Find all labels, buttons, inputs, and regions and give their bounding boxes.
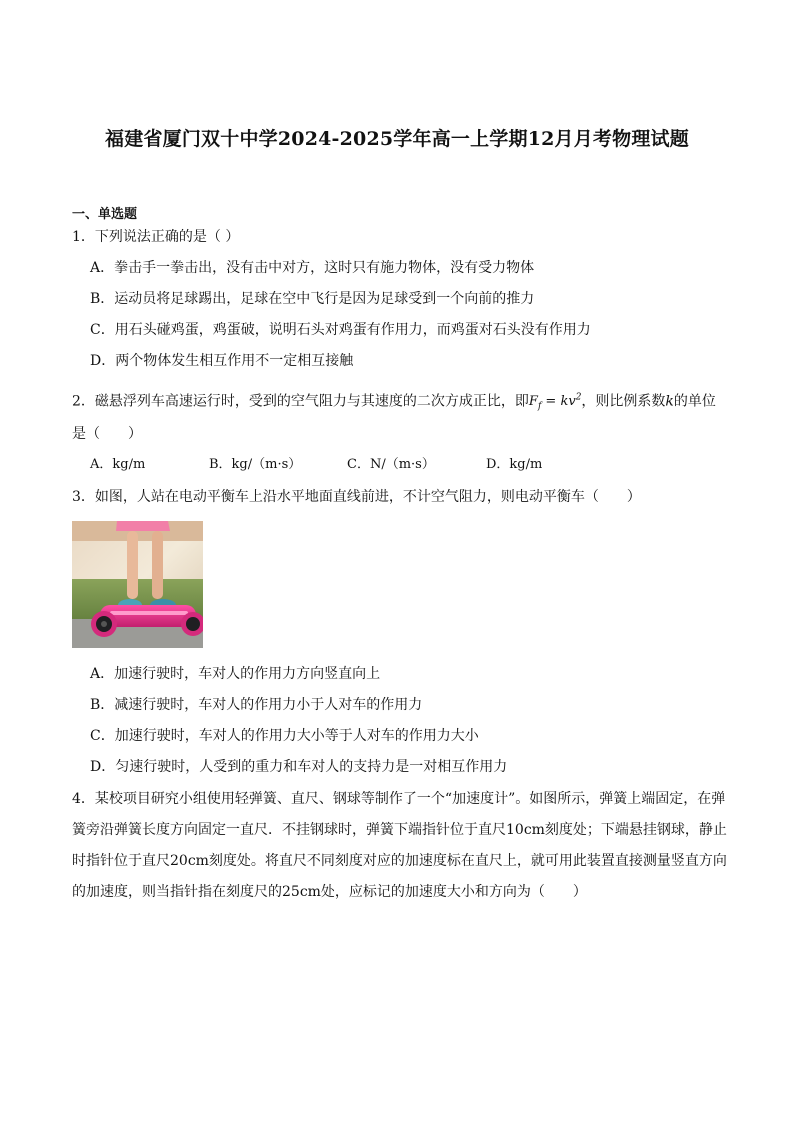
section-heading: 一、单选题 (72, 207, 138, 222)
q2-stem-line2: 是（ ） (72, 426, 142, 442)
q1-option-d: D．两个物体发生相互作用不一定相互接触 (90, 353, 354, 369)
q1-stem: 1．下列说法正确的是（ ） (72, 229, 240, 245)
q4-line-1: 4．某校项目研究小组使用轻弹簧、直尺、钢球等制作了一个“加速度计”。如图所示，弹簧上端固定，在弹 (72, 791, 726, 807)
q2-option-b: B．kg/（m·s） (209, 457, 302, 472)
q3-option-b: B．减速行驶时，车对人的作用力小于人对车的作用力 (90, 697, 423, 713)
q2-stem-pre: 2．磁悬浮列车高速运行时，受到的空气阻力与其速度的二次方成正比，即 (72, 393, 529, 410)
q4-line-4: 的加速度，则当指针指在刻度尺的25cm处，应标记的加速度大小和方向为（ ） (72, 884, 587, 900)
q2-var-k: k (665, 393, 674, 410)
q3-option-d: D．匀速行驶时，人受到的重力和车对人的支持力是一对相互作用力 (90, 759, 508, 775)
q3-stem: 3．如图，人站在电动平衡车上沿水平地面直线前进，不计空气阻力，则电动平衡车（ ） (72, 489, 641, 505)
q3-option-c: C．加速行驶时，车对人的作用力大小等于人对车的作用力大小 (90, 728, 479, 744)
q2-option-c: C．N/（m·s） (347, 457, 435, 472)
q1-option-b: B．运动员将足球踢出，足球在空中飞行是因为足球受到一个向前的推力 (90, 291, 535, 307)
q3-option-a: A．加速行驶时，车对人的作用力方向竖直向上 (90, 666, 381, 682)
q4-line-2: 簧旁沿弹簧长度方向固定一直尺．不挂钢球时，弹簧下端指针位于直尺10cm刻度处；下端悬挂钢球，静止 (72, 822, 727, 838)
q2-stem-post: 的单位 (673, 393, 716, 410)
q2-stem (72, 388, 716, 417)
q2-formula: $F_f = kv^2$ (528, 393, 582, 412)
q1-option-c: C．用石头碰鸡蛋，鸡蛋破，说明石头对鸡蛋有作用力，而鸡蛋对石头没有作用力 (90, 322, 591, 338)
q2-option-d: D．kg/m (486, 457, 543, 472)
q2-stem-mid: ，则比例系数 (581, 393, 666, 410)
q1-option-a: A．拳击手一拳击出，没有击中对方，这时只有施力物体，没有受力物体 (90, 260, 535, 276)
exam-title: 福建省厦门双十中学2024-2025学年高一上学期12月月考物理试题 (105, 128, 689, 150)
q4-line-3: 时指针位于直尺20cm刻度处。将直尺不同刻度对应的加速度标在直尺上，就可用此装置直接测量竖直方向 (72, 853, 727, 869)
hoverboard-photo (72, 521, 203, 648)
q2-option-a: A．kg/m (90, 457, 146, 472)
